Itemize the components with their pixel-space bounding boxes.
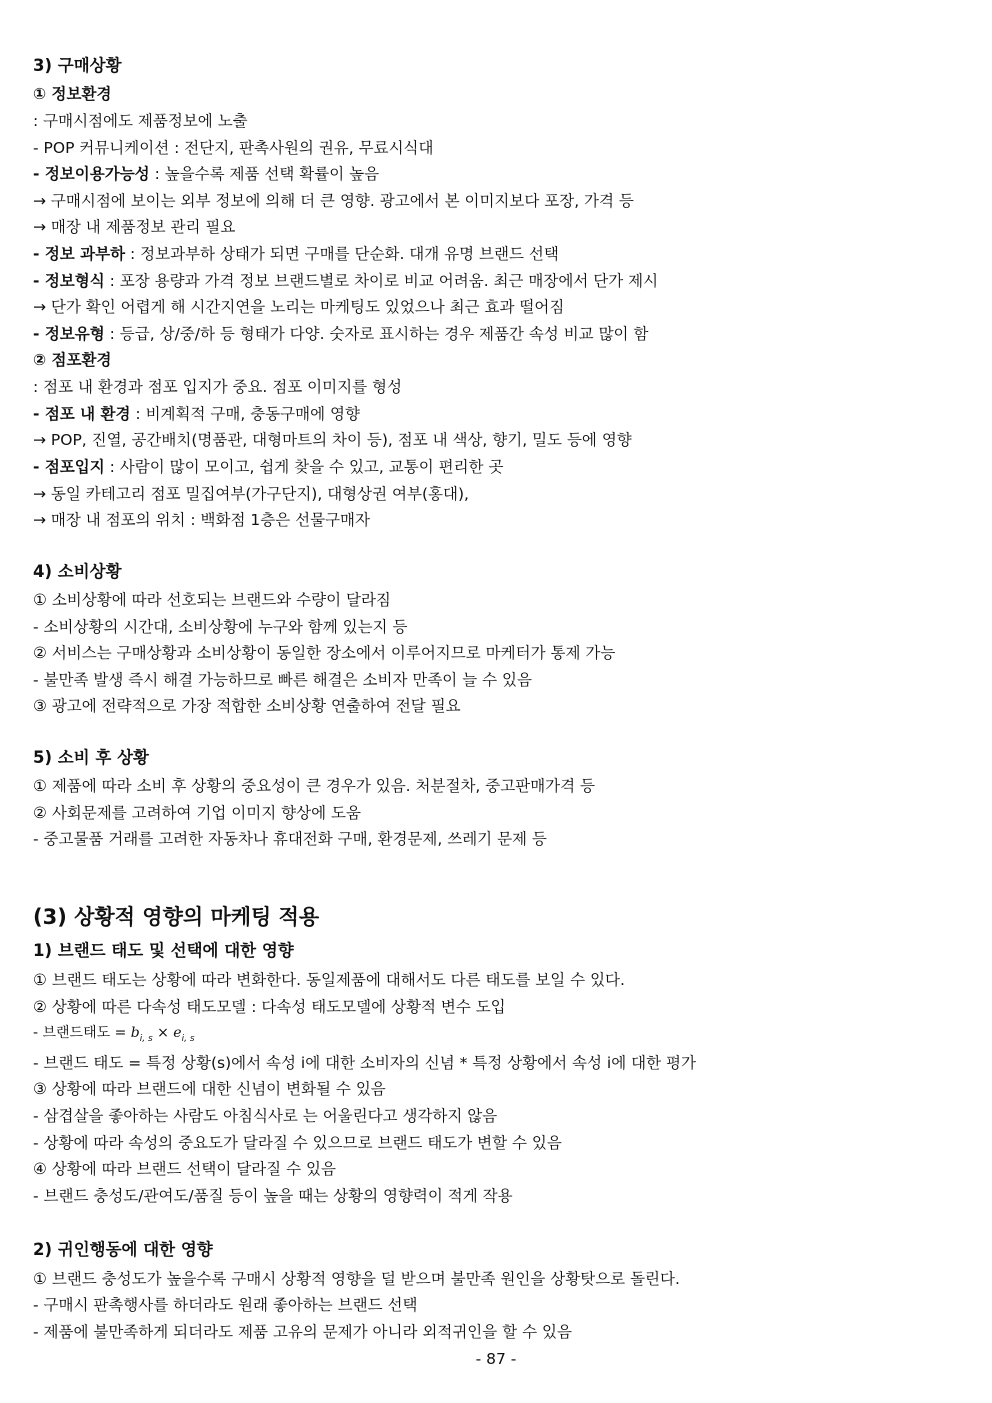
term-label: - 점포입지 [33,458,105,476]
text-line: ① 브랜드 충성도가 높을수록 구매시 상황적 영향을 덜 받으며 불만족 원인을 상황탓으로 돌린다. [33,1270,680,1288]
term-description: : 등급, 상/중/하 등 형태가 다양. 숫자로 표시하는 경우 제품간 속성 비교 많이 함 [104,325,649,343]
term-label: - 정보 과부하 [33,245,126,263]
formula-subscript: i, s [139,1034,153,1044]
section-heading-brand-attitude: 1) 브랜드 태도 및 선택에 대한 영향 [33,941,294,960]
text-line: ② 상황에 따른 다속성 태도모델 : 다속성 태도모델에 상황적 변수 도입 [33,998,506,1016]
term-description: : 비계획적 구매, 충동구매에 영향 [130,405,360,423]
chapter-heading-situational-marketing: (3) 상황적 영향의 마케팅 적용 [33,905,320,929]
text-line: - 소비상황의 시간대, 소비상황에 누구와 함께 있는지 등 [33,618,408,636]
formula-times: × [152,1025,174,1041]
page-number: - 87 - [475,1350,517,1368]
text-line: - 구매시 판촉행사를 하더라도 원래 좋아하는 브랜드 선택 [33,1296,418,1314]
text-line: → 동일 카테고리 점포 밀집여부(가구단지), 대형상권 여부(홍대), [33,485,469,503]
text-line: - 브랜드 태도 = 특정 상황(s)에서 속성 i에 대한 소비자의 신념 * 특정 상황에서 속성 i에 대한 평가 [33,1054,696,1072]
text-line: → POP, 진열, 공간배치(명품관, 대형마트의 차이 등), 점포 내 색상, 향기, 밀도 등에 영향 [33,431,632,449]
formula-prefix: - 브랜드태도 = [33,1025,131,1041]
text-line: ② 사회문제를 고려하여 기업 이미지 향상에 도움 [33,804,361,822]
text-line [33,404,963,424]
text-line: ③ 상황에 따라 브랜드에 대한 신념이 변화될 수 있음 [33,1080,386,1098]
text-line: - 중고물품 거래를 고려한 자동차나 휴대전화 구매, 환경문제, 쓰레기 문제 등 [33,830,547,848]
text-line: ③ 광고에 전략적으로 가장 적합한 소비상황 연출하여 전달 필요 [33,697,461,715]
text-line: - 상황에 따라 속성의 중요도가 달라질 수 있으므로 브랜드 태도가 변할 수 있음 [33,1134,562,1152]
text-line [33,324,963,344]
text-line: → 단가 확인 어렵게 해 시간지연을 노리는 마케팅도 있었으나 최근 효과 떨어짐 [33,298,565,316]
term-label: - 정보이용가능성 [33,165,150,183]
text-line: → 매장 내 제품정보 관리 필요 [33,218,236,236]
section-heading-purchase-situation: 3) 구매상황 [33,56,122,75]
formula-line [33,1023,963,1049]
text-line [33,457,963,477]
text-line [33,244,963,264]
text-line: : 구매시점에도 제품정보에 노출 [33,112,248,130]
term-description: : 포장 용량과 가격 정보 브랜드별로 차이로 비교 어려움. 최근 매장에서 단가 제시 [104,272,659,290]
text-line: ② 서비스는 구매상황과 소비상황이 동일한 장소에서 이루어지므로 마케터가 통제 가능 [33,644,616,662]
text-line: - 브랜드 충성도/관여도/품질 등이 높을 때는 상황의 영향력이 적게 작용 [33,1187,513,1205]
subheading-store-environment: ② 점포환경 [33,351,112,369]
formula-subscript: i, s [181,1034,195,1044]
text-line [33,271,963,291]
term-description: : 높을수록 제품 선택 확률이 높음 [149,165,380,183]
text-line: - POP 커뮤니케이션 : 전단지, 판촉사원의 권유, 무료시식대 [33,139,434,157]
section-heading-post-consumption: 5) 소비 후 상황 [33,748,149,767]
text-line [33,164,963,184]
text-line: ① 브랜드 태도는 상황에 따라 변화한다. 동일제품에 대해서도 다른 태도를 보일 수 있다. [33,971,625,989]
text-line: - 제품에 불만족하게 되더라도 제품 고유의 문제가 아니라 외적귀인을 할 수 있음 [33,1323,572,1341]
text-line: → 매장 내 점포의 위치 : 백화점 1층은 선물구매자 [33,511,371,529]
term-label: - 정보형식 [33,272,105,290]
term-label: - 정보유형 [33,325,105,343]
text-line: : 점포 내 환경과 점포 입지가 중요. 점포 이미지를 형성 [33,378,402,396]
text-line: → 구매시점에 보이는 외부 정보에 의해 더 큰 영향. 광고에서 본 이미지보다 포장, 가격 등 [33,192,634,210]
text-line: ① 소비상황에 따라 선호되는 브랜드와 수량이 달라짐 [33,591,391,609]
formula-b: b [130,1025,140,1041]
text-line: ① 제품에 따라 소비 후 상황의 중요성이 큰 경우가 있음. 처분절차, 중고판매가격 등 [33,777,596,795]
section-heading-attribution: 2) 귀인행동에 대한 영향 [33,1240,213,1259]
text-line: - 불만족 발생 즉시 해결 가능하므로 빠른 해결은 소비자 만족이 늘 수 있음 [33,671,532,689]
text-line: - 삼겹살을 좋아하는 사람도 아침식사로 는 어울린다고 생각하지 않음 [33,1107,498,1125]
term-description: : 정보과부하 상태가 되면 구매를 단순화. 대개 유명 브랜드 선택 [125,245,559,263]
term-description: : 사람이 많이 모이고, 쉽게 찾을 수 있고, 교통이 편리한 곳 [104,458,504,476]
term-label: - 점포 내 환경 [33,405,131,423]
text-line: ④ 상황에 따라 브랜드 선택이 달라질 수 있음 [33,1160,336,1178]
formula-e: e [173,1025,182,1041]
section-heading-consumption-situation: 4) 소비상황 [33,562,122,581]
subheading-info-environment: ① 정보환경 [33,85,112,103]
